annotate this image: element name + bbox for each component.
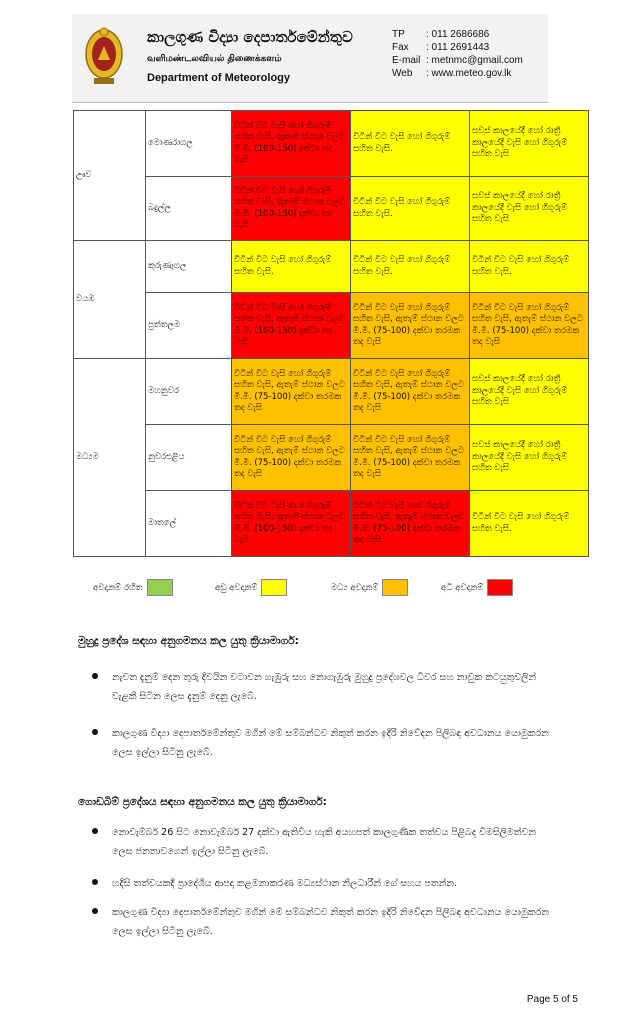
- day1-cell: විටින් විට වැසි හෝ ගිගුරුම් සහිත වැසි, ඇතැම් ස්ථාන වලට මි.මී. (100-150) දක්වා තද වැසි: [232, 111, 351, 177]
- day2-cell: විටින් විට වැසි හෝ ගිගුරුම් සහිත වැසි, ඇතැම් ස්ථාන වලට මි.මී. (75-100) දක්වා තරමක තද වැසි: [351, 359, 470, 425]
- list-item: නැවත දැනුම් දෙන තුරු දිවයින වටාවන ගැඹුරු සහ නොගැඹුරු මුහුදු ප්‍රදේශවල ධීවර සහ නාවුක කටයුතුවලින් වැළකී සිටින ලෙස දැනුම් දෙනු ලැබේ.: [92, 668, 552, 706]
- department-title-tamil: வளிமண்டலவியல் திணைக்களம்: [147, 54, 282, 64]
- legend-item-medium-risk: මධ්‍ය අවදානම්: [331, 579, 408, 596]
- page-number: Page 5 of 5: [526, 994, 578, 1005]
- day1-cell: විටින් විට වැසි හෝ ගිගුරුම් සහිත වැසි, ඇතැම් ස්ථාන වලට මි.මී. (75-100) දක්වා තරමක තද වැසි: [232, 425, 351, 491]
- district-cell: කුරුණෑගල: [146, 241, 232, 293]
- day2-cell: විටින් විට වැසි හෝ ගිගුරුම් සහිත වැසි, ඇතැම් ස්ථාන වලට මි.මී. (75-100) දක්වා තරමක තද වැසි: [351, 425, 470, 491]
- table-row: [74, 491, 589, 557]
- day3-cell: සවස් කාලයේදී හෝ රාත්‍රී කාලයේදී වැසි හෝ ගිගුරුම් සහිත වැසි: [470, 359, 589, 425]
- district-cell: මොණරාගල: [146, 111, 232, 177]
- legend-swatch: [261, 579, 287, 596]
- day3-cell: සවස් කාලයේදී හෝ රාත්‍රී කාලයේදී වැසි හෝ ගිගුරුම් සහිත වැසි: [470, 111, 589, 177]
- legend-swatch: [487, 579, 513, 596]
- sea-section-title: මුහුදු ප්‍රදේශ සඳහා අනුගමනය කල යුතු ක්‍රියාමාර්ග:: [78, 635, 299, 647]
- table-row: [74, 359, 589, 425]
- day2-cell: විටින් විට වැසි හෝ ගිගුරුම් සහිත වැසි.: [351, 177, 470, 241]
- legend-item-high-risk: අධි අවදානම්: [441, 579, 513, 596]
- district-cell: පුත්තලම: [146, 293, 232, 359]
- day3-cell: විටින් විට වැසි හෝ ගිගුරුම් සහිත වැසි, ඇතැම් ස්ථාන වලට මි.මී. (75-100) දක්වා තරමක තද වැසි: [470, 293, 589, 359]
- list-item: හදිසි තත්වයකදී ප්‍රාදේශීය ආපදා කළමනාකරණ මධ්‍යස්ථාන නිලධාරීන් ගේ සහය පතන්න.: [92, 874, 552, 893]
- day1-cell: විටින් විට වැසි හෝ ගිගුරුම් සහිත වැසි, ඇතැම් ස්ථාන වලට මි.මී. (100-150) දක්වා තද වැසි: [232, 293, 351, 359]
- legend-item-no-risk: අවදානම් රහිත: [93, 579, 173, 596]
- bullet-icon: [92, 908, 98, 914]
- department-title-sinhala: කාලගුණ විද්‍යා දෙපාර්තමේන්තුව: [147, 28, 353, 46]
- bullet-icon: [92, 729, 98, 735]
- bullet-icon: [92, 828, 98, 834]
- day3-cell: සවස් කාලයේදී හෝ රාත්‍රී කාලයේදී වැසි හෝ ගිගුරුම් සහිත වැසි: [470, 177, 589, 241]
- warning-table: [73, 110, 589, 557]
- day2-cell: විටින් විට වැසි හෝ ගිගුරුම් සහිත වැසි, ඇතැම් ස්ථාන වලට මි.මී. (75-100) දක්වා තරමක තද වැසි: [351, 293, 470, 359]
- table-row: [74, 177, 589, 241]
- national-emblem-icon: [84, 24, 124, 88]
- district-cell: මාතලේ: [146, 491, 232, 557]
- day2-cell: විටින් විට වැසි හෝ ගිගුරුම් සහිත වැසි.: [351, 241, 470, 293]
- day1-cell: විටින් විට වැසි හෝ ගිගුරුම් සහිත වැසි, ඇතැම් ස්ථාන වලට මි.මී. (100-150) දක්වා තද වැසි: [232, 177, 351, 241]
- day1-cell: විටින් විට වැසි හෝ ගිගුරුම් සහිත වැසි.: [232, 241, 351, 293]
- day3-cell: විටින් විට වැසි හෝ ගිගුරුම් සහිත වැසි.: [470, 491, 589, 557]
- table-row: [74, 293, 589, 359]
- table-row: [74, 425, 589, 491]
- contact-tp: TP : 011 2686686: [392, 29, 490, 40]
- day1-cell: විටින් විට වැසි හෝ ගිගුරුම් සහිත වැසි, ඇතැම් ස්ථාන වලට මි.මී. (100-150) දක්වා තද වැසි: [232, 491, 351, 557]
- department-title-english: Department of Meteorology: [147, 72, 291, 84]
- contact-fax: Fax : 011 2691443: [392, 42, 490, 53]
- contact-block: [392, 28, 523, 80]
- contact-web[interactable]: Web : www.meteo.gov.lk: [392, 68, 512, 79]
- day2-cell: විටින් විට වැසි හෝ ගිගුරුම් සහිත වැසි.: [351, 111, 470, 177]
- letterhead: [72, 14, 548, 103]
- bullet-icon: [92, 879, 98, 885]
- district-cell: බදුල්ල: [146, 177, 232, 241]
- day3-cell: විටින් විට වැසි හෝ ගිගුරුම් සහිත වැසි.: [470, 241, 589, 293]
- table-row: [74, 111, 589, 177]
- list-item: නොවැම්බර් 26 සිට නොවැම්බර් 27 දක්වා ඇතිවිය හැකි අයහපත් කාලගුණික තත්වය පිළිබද විමසිලිමත්වන ලෙස ජනතාවගෙන් ඉල්ලා සිටිනු ලැබේ.: [92, 823, 552, 861]
- land-section-title: ගොඩබිම් ප්‍රදේශය සඳහා අනුගමනය කල යුතු ක්‍රියාමාර්ග:: [78, 796, 327, 808]
- list-item: කාලගුණ විද්‍යා දෙපාර්තමේන්තුව මගින් මේ සම්බන්ධව නිකුත් කරන ඉදිරි නිවේදන පිලිබඳ අවධානය යොමුකරන ලෙස ඉල්ලා සිටිනු ලැබේ.: [92, 724, 552, 762]
- bullet-icon: [92, 673, 98, 679]
- legend-item-low-risk: අඩු අවදානම්: [215, 579, 287, 596]
- province-cell: මධ්‍යම: [74, 359, 146, 557]
- risk-legend: [93, 579, 533, 597]
- legend-swatch: [382, 579, 408, 596]
- district-cell: නුවරඑළිය: [146, 425, 232, 491]
- contact-email[interactable]: E-mail : metnmc@gmail.com: [392, 55, 523, 66]
- day2-cell: විටින් විට වැසි හෝ ගිගුරුම් සහිත වැසි, ඇතැම් ස්ථාන වලට මි.මී. (75-100) දක්වා තරමක තද වැසි: [351, 491, 470, 557]
- list-item: කාලගුණ විද්‍යා දෙපාර්තමේන්තුව මගින් මේ සම්බන්ධව නිකුත් කරන ඉදිරි නිවේදන පිලිබඳ අවධානය යොමුකරන ලෙස ඉල්ලා සිටිනු ලැබේ.: [92, 903, 552, 941]
- legend-swatch: [147, 579, 173, 596]
- table-row: [74, 241, 589, 293]
- day1-cell: විටින් විට වැසි හෝ ගිගුරුම් සහිත වැසි, ඇතැම් ස්ථාන වලට මි.මී. (75-100) දක්වා තරමක තද වැසි: [232, 359, 351, 425]
- province-cell: ඌව: [74, 111, 146, 241]
- province-cell: වයඹ: [74, 241, 146, 359]
- district-cell: මහනුවර: [146, 359, 232, 425]
- day3-cell: සවස් කාලයේදී හෝ රාත්‍රී කාලයේදී වැසි හෝ ගිගුරුම් සහිත වැසි: [470, 425, 589, 491]
